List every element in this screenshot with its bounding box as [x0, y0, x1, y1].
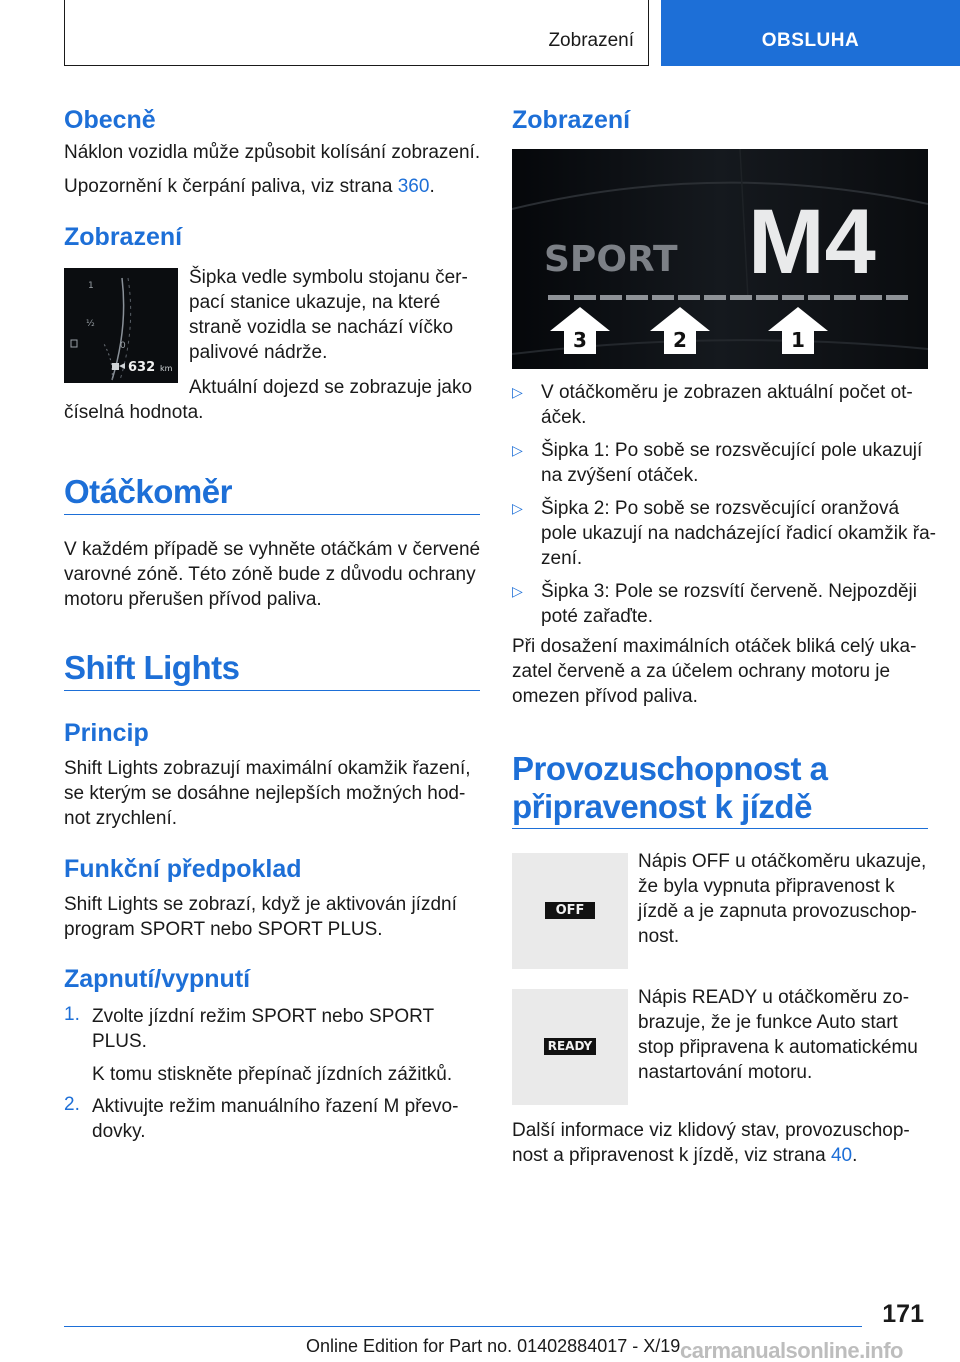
dalsi-end: .: [852, 1145, 858, 1166]
shift-rule: [64, 690, 480, 691]
header-chapter-tab[interactable]: [661, 0, 960, 66]
bullet-line: pole ukazují na nadcházející řadicí okamžik řa-: [541, 523, 936, 544]
bullet-line: poté zařaďte.: [541, 606, 654, 627]
off-description: [638, 849, 938, 949]
range-value: 632: [128, 360, 156, 375]
tick-1: 1: [88, 281, 94, 291]
obecne-p2-text: Upozornění k čerpání paliva, viz strana: [64, 176, 398, 197]
header-frame: [64, 0, 649, 66]
off-line: nost.: [638, 926, 680, 947]
watermark: carmanualsonline.info: [680, 1338, 903, 1362]
funkcni-paragraph: [64, 892, 494, 942]
ready-line: nastartování motoru.: [638, 1062, 813, 1083]
otackomer-paragraph: [64, 537, 494, 612]
off-line: že byla vypnuta připravenost k: [638, 876, 895, 897]
range-unit: km: [160, 364, 173, 373]
max-line: Při dosažení maximálních otáček bliká celý uka-: [512, 636, 917, 657]
footer-rule: [64, 1326, 862, 1327]
arrow-1-label: 1: [791, 328, 805, 352]
page-link-40[interactable]: 40: [830, 1145, 853, 1166]
otackomer-rule: [64, 514, 480, 515]
funkcni-line: program SPORT nebo SPORT PLUS.: [64, 919, 383, 940]
off-line: jízdě a je zapnuta provozuschop-: [638, 901, 917, 922]
ready-line: Nápis READY u otáčkoměru zo-: [638, 987, 910, 1008]
arrow-3-label: 3: [573, 328, 587, 352]
dalsi-line-1: Další informace viz klidový stav, provozuschop-: [512, 1120, 910, 1141]
otackomer-line: motoru přerušen přívod paliva.: [64, 589, 322, 610]
heading-princip: Princip: [64, 719, 149, 747]
tick-0: 0: [120, 341, 126, 351]
triangle-bullet-icon: ▷: [512, 442, 523, 458]
bullet-line: na zvýšení otáček.: [541, 465, 699, 486]
bullet-line: Šipka 1: Po sobě se rozsvěcující pole ukazují: [541, 440, 923, 461]
triangle-bullet-icon: ▷: [512, 500, 523, 516]
page-link-360[interactable]: 360: [397, 176, 430, 197]
funkcni-line: Shift Lights se zobrazí, když je aktivován jízdní: [64, 894, 457, 915]
step-list: [64, 1004, 480, 1154]
heading-otackomer: Otáčkoměr: [64, 473, 232, 510]
max-line: omezen přívod paliva.: [512, 686, 698, 707]
fuel-gauge-image: [64, 268, 178, 383]
step-line: Aktivujte režim manuálního řazení M převo-: [92, 1096, 459, 1117]
ready-line: stop připravena k automatickému: [638, 1037, 918, 1058]
header-section-title: Zobrazení: [548, 30, 634, 51]
heading-zobrazeni-right: Zobrazení: [512, 106, 631, 134]
princip-line: se kterým se dosáhne nejlepších možných hod-: [64, 783, 466, 804]
otackomer-line: varovné zóně. Této zóně bude z důvodu ochrany: [64, 564, 476, 585]
ready-line: brazuje, že je funkce Auto start: [638, 1012, 898, 1033]
step-number: 1.: [64, 1004, 80, 1025]
shift-lights-image: [512, 149, 928, 369]
header-chapter-label: OBSLUHA: [761, 30, 860, 51]
princip-line: not zrychlení.: [64, 808, 177, 829]
bullet-line: V otáčkoměru je zobrazen aktuální počet ot-: [541, 382, 913, 403]
heading-zapnuti: Zapnutí/vypnutí: [64, 965, 251, 993]
off-line: Nápis OFF u otáčkoměru ukazuje,: [638, 851, 927, 872]
fuel-line: straně vozidla se nachází víčko: [189, 317, 454, 338]
princip-line: Shift Lights zobrazují maximální okamžik řazení,: [64, 758, 471, 779]
step-line: Zvolte jízdní režim SPORT nebo SPORT: [92, 1006, 435, 1027]
fuel-gauge-graphic: [64, 268, 178, 383]
dalsi-text: nost a připravenost k jízdě, viz strana: [512, 1145, 831, 1166]
dalsi-line-2: [512, 1143, 857, 1168]
heading-obecne: Obecně: [64, 106, 156, 134]
ready-badge: READY: [544, 1038, 596, 1055]
range-line-2: číselná hodnota.: [64, 402, 204, 423]
max-line: zatel červeně a za účelem ochrany motoru je: [512, 661, 891, 682]
princip-paragraph: [64, 756, 494, 831]
step-number: 2.: [64, 1094, 80, 1115]
heading-provoz-1: Provozuschopnost a: [512, 750, 828, 787]
fuel-line: pací stanice ukazuje, na které: [189, 292, 441, 313]
triangle-bullet-icon: ▷: [512, 583, 523, 599]
bullet-item: [512, 579, 942, 637]
bullet-line: Šipka 2: Po sobě se rozsvěcující oranžová: [541, 498, 900, 519]
arrow-2-label: 2: [673, 328, 687, 352]
bullet-list: [512, 380, 942, 637]
bullet-item: [512, 496, 942, 579]
bullet-line: áček.: [541, 407, 587, 428]
step-item: [64, 1094, 480, 1154]
bullet-line: Šipka 3: Pole se rozsvítí červeně. Nejpozději: [541, 581, 917, 602]
bullet-line: zení.: [541, 548, 583, 569]
step-line: dovky.: [92, 1121, 146, 1142]
off-badge: OFF: [545, 902, 595, 919]
fuel-line: palivové nádrže.: [189, 342, 328, 363]
step-line: PLUS.: [92, 1031, 147, 1052]
fuel-description: [189, 265, 489, 365]
max-rpm-paragraph: [512, 634, 942, 709]
heading-shift-lights: Shift Lights: [64, 649, 240, 686]
bullet-item: [512, 438, 942, 496]
heading-provoz-2: připravenost k jízdě: [512, 788, 812, 825]
step-sub: K tomu stiskněte přepínač jízdních zážitků.: [92, 1064, 453, 1085]
gear-indicator: M4: [748, 191, 876, 293]
triangle-bullet-icon: ▷: [512, 384, 523, 400]
tick-half: ½: [86, 319, 95, 329]
page-number: 171: [882, 1300, 924, 1328]
otackomer-line: V každém případě se vyhněte otáčkám v červené: [64, 539, 481, 560]
shift-lights-graphic: [512, 149, 928, 369]
ready-description: [638, 985, 938, 1085]
heading-funkcni: Funkční předpoklad: [64, 855, 302, 883]
off-indicator-image: [512, 853, 628, 969]
footer-edition: Online Edition for Part no. 01402884017 - X/19: [306, 1336, 681, 1356]
obecne-p2-end: .: [429, 176, 435, 197]
bullet-item: [512, 380, 942, 438]
ready-indicator-image: [512, 989, 628, 1105]
heading-zobrazeni-left: Zobrazení: [64, 223, 183, 251]
fuel-line: Šipka vedle symbolu stojanu čer-: [189, 267, 468, 288]
sport-label: SPORT: [544, 239, 678, 280]
range-line-1: Aktuální dojezd se zobrazuje jako: [189, 377, 473, 398]
obecne-paragraph-1: Náklon vozidla může způsobit kolísání zobrazení.: [64, 142, 481, 163]
obecne-paragraph-2: [64, 174, 435, 199]
provoz-rule: [512, 828, 928, 829]
